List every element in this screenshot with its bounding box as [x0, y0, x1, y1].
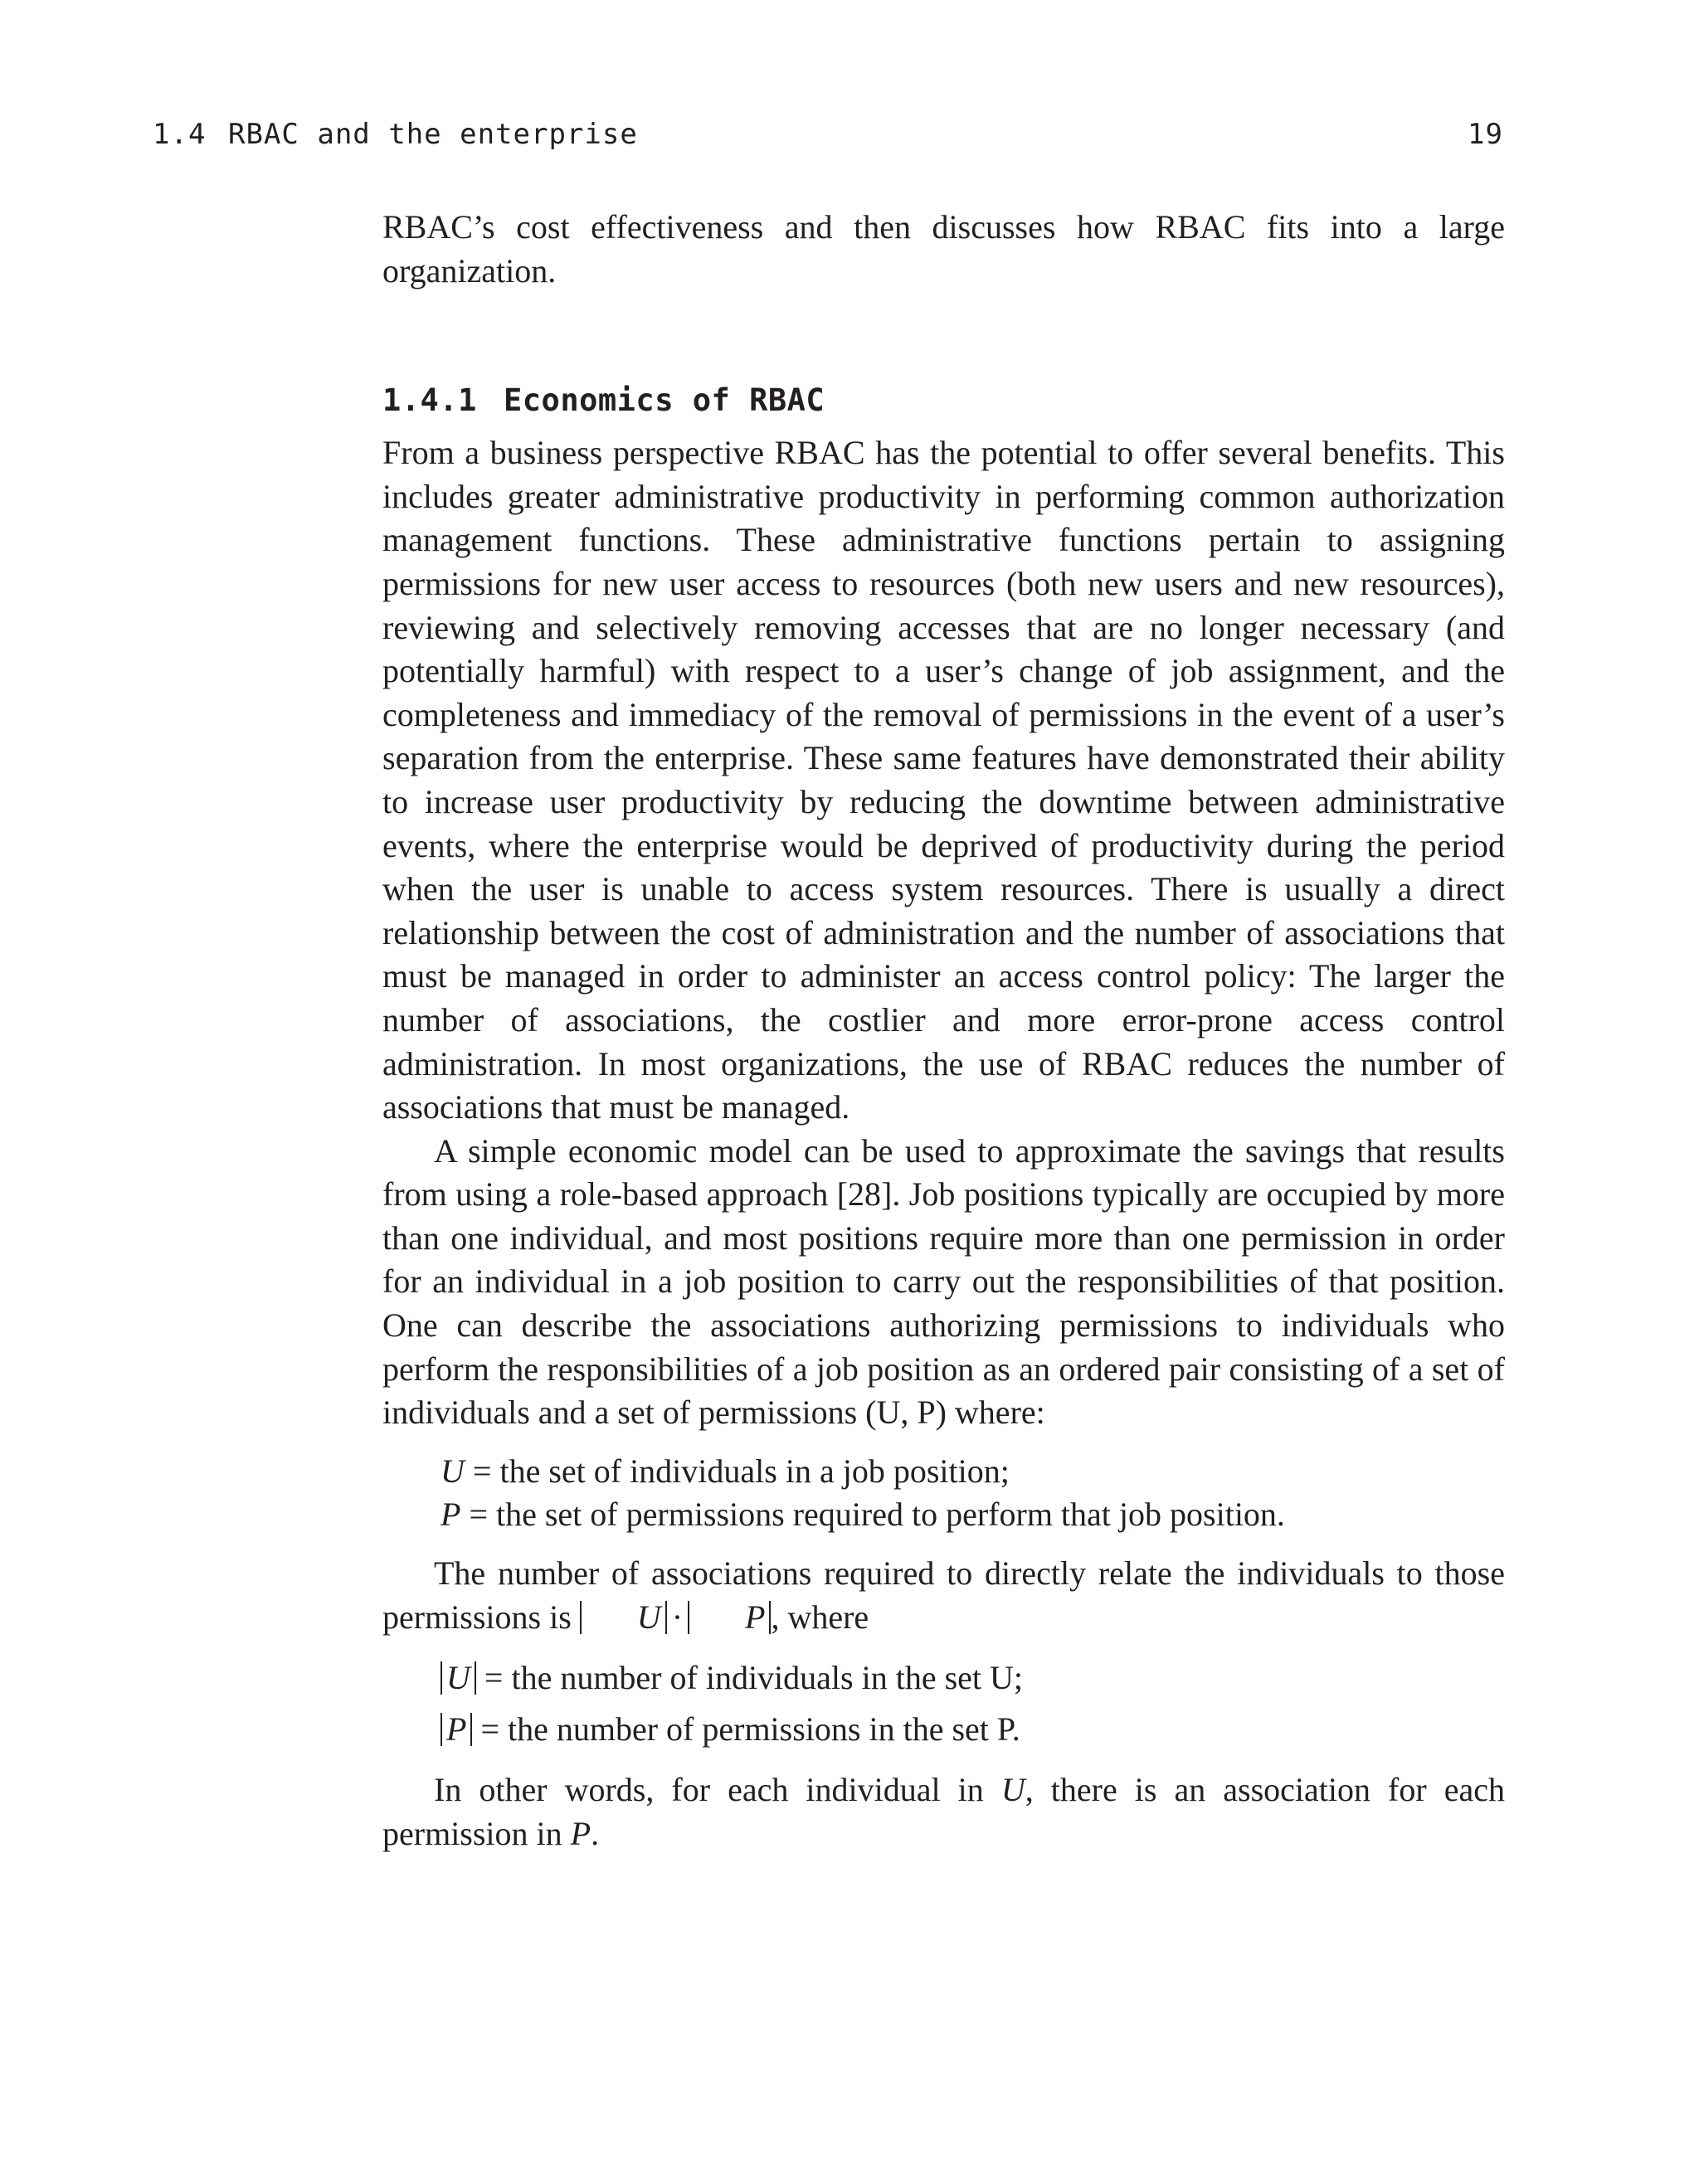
cardinality-p-symbol: P — [441, 1713, 472, 1746]
other-words-variable-p: P — [570, 1814, 591, 1852]
section-heading — [382, 379, 1505, 422]
variable-p: P — [441, 1496, 461, 1534]
cardinality-p: P — [688, 1601, 771, 1634]
definition-u — [441, 1450, 1505, 1494]
definition-p-text: = the set of permissions required to perform that job position. — [469, 1496, 1285, 1534]
cardinality-definition-u — [441, 1652, 1505, 1704]
cardinality-definition-u-text: = the number of individuals in the set U; — [484, 1659, 1024, 1697]
variable-u: U — [441, 1452, 465, 1490]
section-title: Economics of RBAC — [504, 382, 825, 419]
paragraph-in-other-words — [382, 1768, 1505, 1856]
paragraph-economic-model: A simple economic model can be used to approximate the savings that results from using a role-based approach [28]. Job positions typically are occupied by more than one individual, and most positions require more than one permission in order for an individual in a job position to carry out the responsibilities of that position. One can describe the associations authorizing permissions to individuals who perform the responsibilities of a job position as an ordered pair consisting of a set of individuals and a set of permissions (U, P) where: — [382, 1131, 1505, 1432]
multiply-dot: · — [671, 1598, 684, 1636]
definition-p — [441, 1493, 1505, 1537]
paragraph-association-count — [382, 1552, 1505, 1639]
cardinality-u-symbol: U — [441, 1661, 476, 1695]
running-head-section-title: RBAC and the enterprise — [228, 118, 638, 151]
cardinality-u: U — [580, 1601, 667, 1634]
cardinality-definitions — [382, 1652, 1505, 1755]
running-head — [153, 118, 1503, 154]
cardinality-definition-p-text: = the number of permissions in the set P. — [480, 1710, 1020, 1749]
association-count-suffix: , where — [771, 1598, 869, 1636]
intro-paragraph: RBAC’s cost effectiveness and then discusses how RBAC fits into a large organization. — [382, 208, 1505, 289]
association-count-text: The number of associations required to directly relate the individuals to those permissions is — [382, 1554, 1505, 1636]
set-definitions — [382, 1450, 1505, 1537]
paragraph-benefits: From a business perspective RBAC has the potential to offer several benefits. This includes greater administrative productivity in performing common authorization management functions. These administrative functions pertain to assigning permissions for new user access to resources (both new users and new resources), reviewing and selectively removing accesses that are no longer necessary (and potentially harmful) with respect to a user’s change of job assignment, and the completeness and immediacy of the removal of permissions in the event of a user’s separation from the enterprise. These same features have demonstrated their ability to increase user productivity by reducing the downtime between administrative events, where the enterprise would be deprived of productivity during the period when the user is unable to access system resources. There is usually a direct relationship between the cost of administration and the number of associations that must be managed in order to administer an access control policy: The larger the number of associations, the costlier and more error-prone access control administration. In most organizations, the use of RBAC reduces the number of associations that must be managed. — [382, 434, 1505, 1126]
other-words-text-before: In other words, for each individual in — [434, 1771, 1001, 1809]
cardinality-definition-p — [441, 1704, 1505, 1755]
section-number: 1.4.1 — [382, 382, 477, 419]
other-words-text-after: . — [591, 1814, 600, 1852]
other-words-text-middle: , there is an association for each permission in — [382, 1771, 1505, 1852]
other-words-variable-u: U — [1000, 1771, 1025, 1809]
running-head-section-number: 1.4 — [153, 118, 207, 151]
page-body — [382, 206, 1505, 1856]
definition-u-text: = the set of individuals in a job position; — [472, 1452, 1010, 1490]
page-number: 19 — [1468, 118, 1503, 151]
